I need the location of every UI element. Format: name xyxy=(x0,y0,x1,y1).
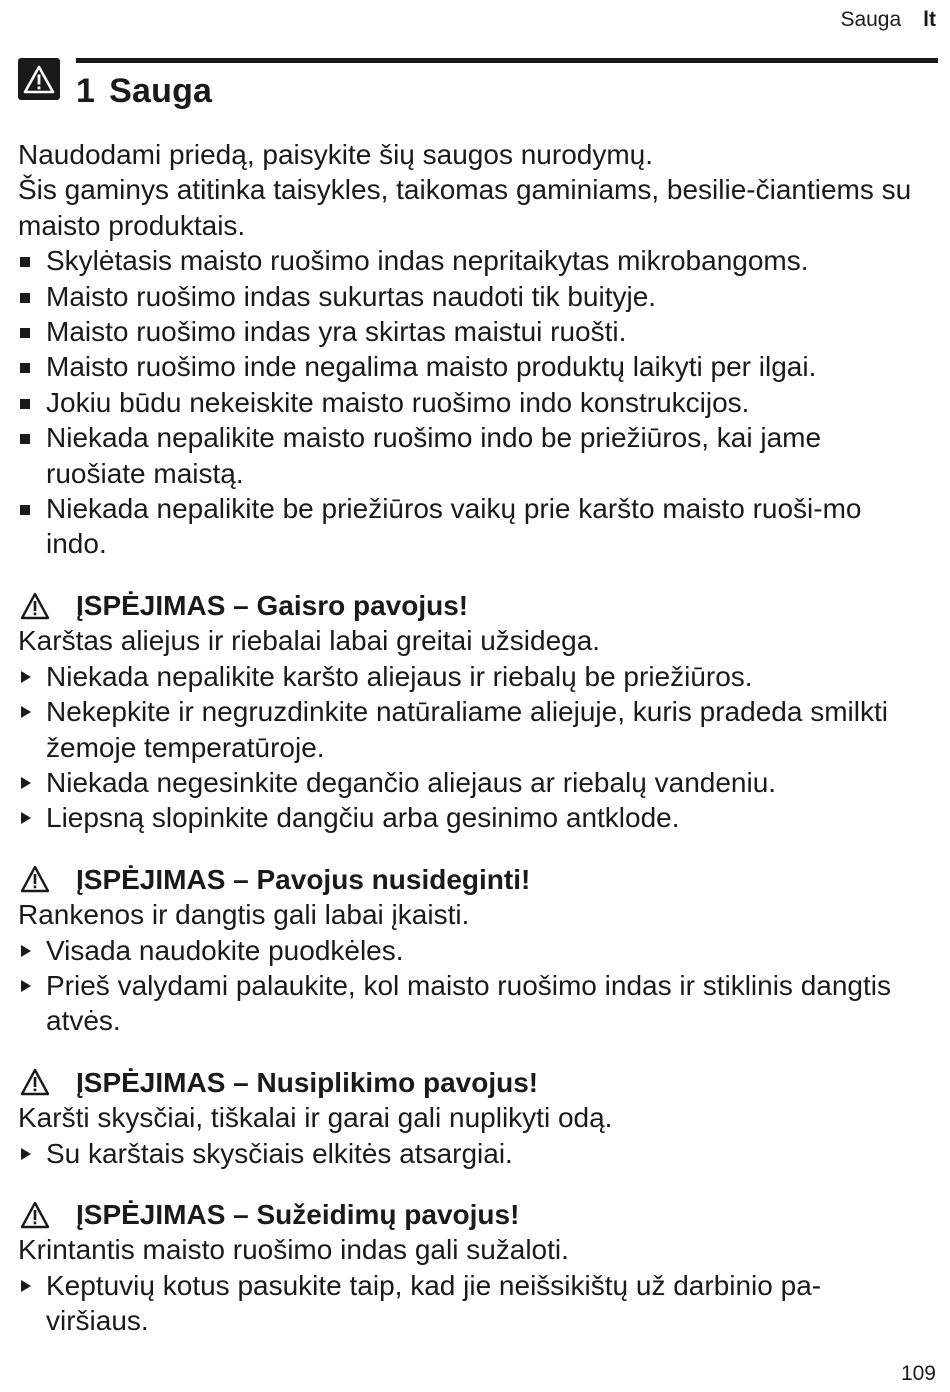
list-item: Visada naudokite puodkėles. xyxy=(18,933,923,968)
list-item: Su karštais skysčiais elkitės atsargiai. xyxy=(18,1136,923,1171)
warning-triangle-icon xyxy=(20,865,50,893)
warning-steps xyxy=(18,1268,923,1339)
warning-heading-text: ĮSPĖJIMAS – Pavojus nusideginti! xyxy=(76,863,531,895)
warning-scald xyxy=(18,1065,923,1171)
list-item: Skylėtasis maisto ruošimo indas nepritaikytas mikrobangoms. xyxy=(18,243,923,278)
warning-heading-text: ĮSPĖJIMAS – Sužeidimų pavojus! xyxy=(76,1198,520,1230)
warning-heading-text: ĮSPĖJIMAS – Gaisro pavojus! xyxy=(76,589,469,621)
list-item: Maisto ruošimo indas sukurtas naudoti tik buityje. xyxy=(18,279,923,314)
section-title: Sauga xyxy=(109,72,213,110)
warning-injury xyxy=(18,1197,923,1339)
warning-text: Krintantis maisto ruošimo indas gali sužaloti. xyxy=(18,1234,569,1266)
warning-triangle-icon xyxy=(20,1068,50,1096)
warning-text: Rankenos ir dangtis gali labai įkaisti. xyxy=(18,899,470,931)
list-item: Keptuvių kotus pasukite taip, kad jie neišsikištų už darbinio pa-viršiaus. xyxy=(18,1268,923,1339)
warning-heading xyxy=(18,1065,923,1100)
list-item: Maisto ruošimo inde negalima maisto produktų laikyti per ilgai. xyxy=(18,349,923,384)
page-header xyxy=(840,8,936,32)
warning-steps xyxy=(18,659,923,836)
warning-triangle-icon xyxy=(18,58,60,100)
warning-triangle-icon xyxy=(20,1201,50,1229)
list-item: Niekada negesinkite degančio aliejaus ar riebalų vandeniu. xyxy=(18,765,923,800)
page-title xyxy=(76,72,212,111)
intro-line: Šis gaminys atitinka taisykles, taikomas gaminiams, besilie-čiantiems su maisto produktais. xyxy=(18,174,912,241)
warning-fire xyxy=(18,588,923,836)
list-item: Jokiu būdu nekeiskite maisto ruošimo indo konstrukcijos. xyxy=(18,385,923,420)
title-rule xyxy=(76,58,938,63)
warning-burn xyxy=(18,862,923,1039)
header-lang: lt xyxy=(923,8,936,31)
list-item: Maisto ruošimo indas yra skirtas maistui ruošti. xyxy=(18,314,923,349)
page-number: 109 xyxy=(900,1362,936,1385)
warning-steps xyxy=(18,933,923,1039)
list-item: Niekada nepalikite be priežiūros vaikų prie karšto maisto ruoši-mo indo. xyxy=(18,491,923,562)
warning-heading-text: ĮSPĖJIMAS – Nusiplikimo pavojus! xyxy=(76,1066,539,1098)
list-item: Nekepkite ir negruzdinkite natūraliame aliejuje, kuris pradeda smilkti žemoje temperatūroje. xyxy=(18,694,923,765)
list-item: Niekada nepalikite maisto ruošimo indo be priežiūros, kai jame ruošiate maistą. xyxy=(18,420,923,491)
intro-line: Naudodami priedą, paisykite šių saugos nurodymų. xyxy=(18,139,654,170)
section-number: 1 xyxy=(76,72,96,110)
warning-heading xyxy=(18,862,923,897)
warning-text: Karštas aliejus ir riebalai labai greitai užsidega. xyxy=(18,625,601,657)
list-item: Niekada nepalikite karšto aliejaus ir riebalų be priežiūros. xyxy=(18,659,923,694)
warning-heading xyxy=(18,588,923,623)
warning-triangle-icon xyxy=(20,592,50,620)
warning-heading xyxy=(18,1197,923,1232)
header-section: Sauga xyxy=(840,8,902,31)
warning-text: Karšti skysčiai, tiškalai ir garai gali nuplikyti odą. xyxy=(18,1102,613,1134)
list-item: Liepsną slopinkite dangčiu arba gesinimo antklode. xyxy=(18,800,923,835)
safety-bullet-list xyxy=(18,243,923,562)
warning-steps xyxy=(18,1136,923,1171)
list-item: Prieš valydami palaukite, kol maisto ruošimo indas ir stiklinis dangtis atvės. xyxy=(18,968,923,1039)
safety-content xyxy=(18,137,923,1339)
